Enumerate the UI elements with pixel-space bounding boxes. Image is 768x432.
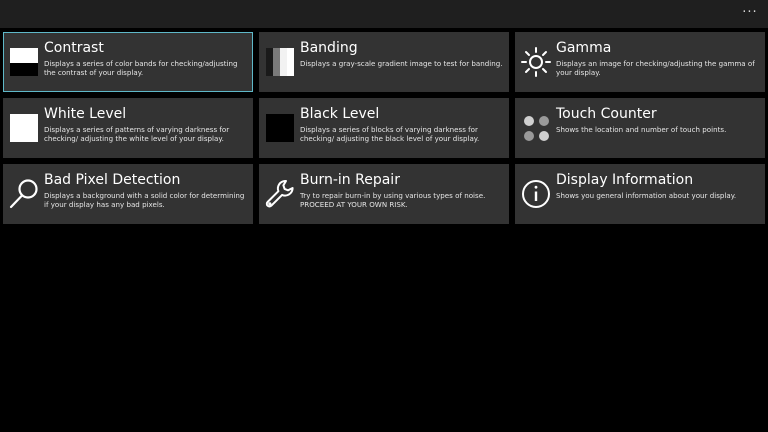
tile-display-information[interactable] <box>515 164 765 224</box>
black-level-icon <box>264 112 296 144</box>
tile-description: Displays a series of patterns of varying darkness for checking/ adjusting the white level of your display. <box>44 125 230 144</box>
touch-counter-icon <box>520 112 552 144</box>
tile-touch-counter[interactable] <box>515 98 765 158</box>
tile-bad-pixel-detection[interactable] <box>3 164 253 224</box>
tile-title: Display Information <box>556 172 694 188</box>
tile-description: Displays an image for checking/adjusting the gamma of your display. <box>556 59 755 78</box>
top-app-bar <box>0 0 768 28</box>
tile-description: Try to repair burn-in by using various types of noise. PROCEED AT YOUR OWN RISK. <box>300 191 486 210</box>
tool-grid <box>3 32 765 224</box>
magnifier-icon <box>8 178 40 210</box>
tile-title: Touch Counter <box>556 106 657 122</box>
tile-description: Displays a series of color bands for checking/adjusting the contrast of your display. <box>44 59 238 78</box>
tile-title: White Level <box>44 106 127 122</box>
tile-description: Displays a gray-scale gradient image to test for banding. <box>300 59 503 68</box>
tile-title: Gamma <box>556 40 612 56</box>
more-options-button[interactable]: ··· <box>742 5 758 20</box>
tile-contrast[interactable] <box>3 32 253 92</box>
tile-white-level[interactable] <box>3 98 253 158</box>
tile-gamma[interactable] <box>515 32 765 92</box>
tile-title: Bad Pixel Detection <box>44 172 181 188</box>
contrast-icon <box>8 46 40 78</box>
tile-title: Burn-in Repair <box>300 172 400 188</box>
wrench-icon <box>264 178 296 210</box>
info-icon <box>520 178 552 210</box>
tile-black-level[interactable] <box>259 98 509 158</box>
tile-description: Displays a background with a solid color for determining if your display has any bad pixels. <box>44 191 245 210</box>
tile-description: Displays a series of blocks of varying darkness for checking/ adjusting the black level of your display. <box>300 125 480 144</box>
tile-description: Shows the location and number of touch points. <box>556 125 727 134</box>
banding-icon <box>264 46 296 78</box>
white-level-icon <box>8 112 40 144</box>
tile-title: Black Level <box>300 106 380 122</box>
tile-banding[interactable] <box>259 32 509 92</box>
gamma-sun-icon <box>520 46 552 78</box>
tile-title: Banding <box>300 40 358 56</box>
tile-title: Contrast <box>44 40 104 56</box>
tile-burn-in-repair[interactable] <box>259 164 509 224</box>
tile-description: Shows you general information about your display. <box>556 191 737 200</box>
